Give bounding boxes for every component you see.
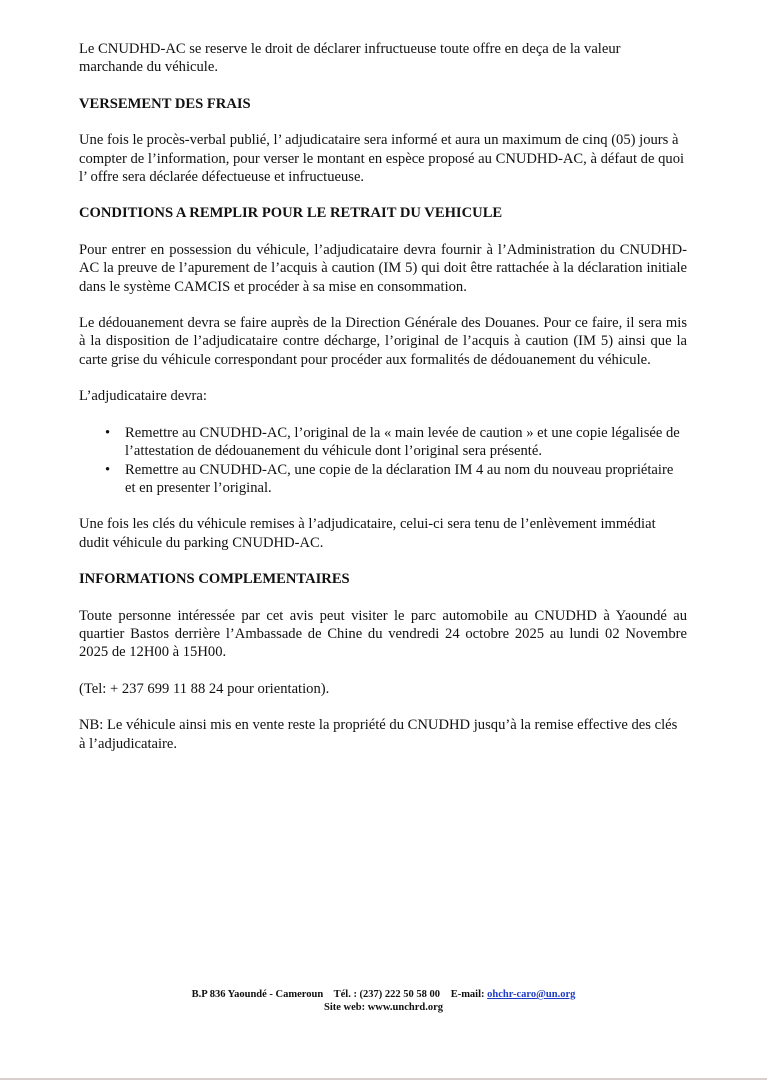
bullet-icon: • — [105, 461, 111, 478]
section-heading: CONDITIONS A REMPLIR POUR LE RETRAIT DU VEHICULE — [79, 205, 503, 222]
section-informations-complementaires — [79, 570, 687, 753]
footer-website: Site web: www.unchrd.org — [323, 1002, 443, 1013]
list-item-text: Remettre au CNUDHD-AC, une copie de la déclaration IM 4 au nom du nouveau propriétaire et en presenter l’original. — [125, 461, 674, 496]
section-heading: VERSEMENT DES FRAIS — [79, 95, 251, 112]
section-conditions-retrait — [79, 204, 687, 552]
section-heading: INFORMATIONS COMPLEMENTAIRES — [79, 571, 350, 588]
footer-line-1 — [0, 988, 767, 1001]
footer-address: B.P 836 Yaoundé - Cameroun — [191, 989, 324, 1000]
paragraph: Le dédouanement devra se faire auprès de la Direction Générale des Douanes. Pour ce faire, il sera mis à la disposition de l’adjudicataire contre décharge, l’original de l’acquis à caution (IM 5) ainsi que la carte grise du véhicule correspondant pour procéder aux formalités de dédouanement du véhicule. — [79, 315, 687, 368]
paragraph: Toute personne intéressée par cet avis peut visiter le parc automobile au CNUDHD à Yaoundé au quartier Bastos derrière l’Ambassade de Chine du vendredi 24 octobre 2025 au lundi 02 Novembre 2025 de 12H00 à 15H00. — [79, 607, 687, 661]
footer-email-link[interactable]: ohchr-caro@un.org — [487, 989, 576, 1000]
document-page — [79, 40, 687, 771]
list-item — [79, 461, 687, 498]
list-item-text: Remettre au CNUDHD-AC, l’original de la « main levée de caution » et une copie légalisée de l’attestation de dédouanement du véhicule dont l’original sera présenté. — [125, 424, 680, 460]
paragraph: Pour entrer en possession du véhicule, l’adjudicataire devra fournir à l’Administration du CNUDHD-AC la preuve de l’apurement de l’acquis à caution (IM 5) qui doit être rattachée à la déclaration initiale dans le système CAMCIS et procéder à sa mise en consommation. — [79, 241, 687, 295]
nb-note: NB: Le véhicule ainsi mis en vente reste la propriété du CNUDHD jusqu’à la remise effective des clés à l’adjudicataire. — [79, 717, 678, 752]
paragraph: Une fois le procès-verbal publié, l’ adjudicataire sera informé et aura un maximum de cinq (05) jours à compter de l’information, pour verser le montant en espèce proposé au CNUDHD-AC, à défaut de quoi l’ offre sera déclarée défectueuse et infructueuse. — [79, 132, 685, 186]
paragraph: L’adjudicataire devra: — [79, 388, 207, 405]
bullet-icon: • — [105, 424, 111, 441]
footer-phone: Tél. : (237) 222 50 58 00 — [333, 989, 441, 1000]
phone-note: (Tel: + 237 699 11 88 24 pour orientation). — [79, 680, 330, 697]
requirements-list — [79, 424, 687, 498]
paragraph: Une fois les clés du véhicule remises à l’adjudicataire, celui-ci sera tenu de l’enlèvement immédiat dudit véhicule du parking CNUDHD-AC. — [79, 516, 656, 551]
list-item — [79, 424, 687, 461]
section-versement-des-frais — [79, 95, 687, 187]
footer-email-label: E-mail: — [450, 989, 485, 1000]
intro-paragraph: Le CNUDHD-AC se reserve le droit de déclarer infructueuse toute offre en deça de la valeur marchande du véhicule. — [79, 41, 621, 76]
page-footer — [0, 988, 767, 1014]
